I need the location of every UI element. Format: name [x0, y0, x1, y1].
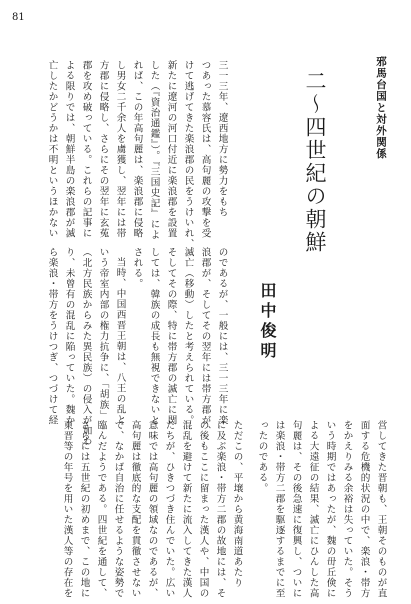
text-column: 郡を攻め破っている。これらの記事に [80, 60, 92, 239]
text-column: の後もここに留まった漢人や、中国の [197, 420, 209, 599]
text-column: 方郡に侵略し、さらにその翌年に玄菟 [97, 60, 109, 239]
text-column: り、未曾有の混乱に陥っていた。魏か [63, 247, 75, 426]
page-number: 81 [12, 12, 25, 23]
text-column: 浪郡が、そしてその翌年には帯方郡が、 [199, 247, 211, 436]
text-column: 営してきた晋朝も、王朝そのものが直 [375, 420, 387, 599]
text-column: のであるが、一般には、三一三年に楽 [216, 247, 228, 426]
text-column: 東晋等の年号を用いた漢人等の存在を [61, 420, 73, 599]
text-column: 当時、中国西晋王朝は、八王の乱と [114, 257, 126, 425]
text-column: 亡したかどうかは不明というほかない [46, 60, 58, 239]
text-column: 臨んだようである。四世紀を通して、 [95, 420, 107, 599]
text-column: 面する危機的状況の中で、楽浪・帯方 [358, 420, 370, 599]
text-column: ら楽浪・帯方をうけつぎ、つづけて経 [46, 247, 58, 426]
text-column: に及ぶ楽浪・帯方二郡の故地には、そ [214, 420, 226, 599]
text-column: 高句麗は徹底的な支配を貫徹させない [129, 420, 141, 599]
text-column: ただこの、平壌から黄海南道あたり [231, 420, 243, 588]
text-column: よる限りでは、朝鮮半島の楽浪郡が滅 [63, 60, 75, 239]
running-header: 邪馬台国と対外関係 [375, 56, 387, 160]
text-column: よる大遠征の結果、滅亡にひんした高 [307, 420, 319, 599]
text-column: ったのである。 [256, 420, 268, 494]
text-column: しては、韓族の成長も無視できないと [148, 247, 160, 426]
text-column: いう時期ではあったが、魏の毌丘倹に [324, 420, 336, 599]
text-column: つあった慕容氏は、高句麗の攻撃を受 [199, 60, 211, 239]
text-column: （北方民族からみた異民族）の侵入が加わ [80, 247, 92, 447]
text-column: 混乱を避けて新たに流入してきた漢人 [180, 420, 192, 599]
text-column: される。 [131, 247, 143, 289]
author-name: 田中俊明 [258, 282, 277, 362]
text-column: れば、この年高句麗は、楽浪郡に侵略 [131, 60, 143, 239]
text-column: たちが、ひきつづき住んでいた。広い [163, 420, 175, 599]
text-column: し男女二千余人を虜獲し、翌年には帯 [114, 60, 126, 239]
text-column: で、なかば自治に任せるような姿勢で [112, 420, 124, 599]
text-column: さらには五世紀の初めまで、この地に [78, 420, 90, 599]
text-column: をかえりみる余裕は失っていた。そう [341, 420, 353, 599]
text-column: 新たに遼河の河口付近に楽浪郡を設置 [165, 60, 177, 239]
text-column: そしてその際、特に帯方郡の滅亡に関 [165, 247, 177, 426]
article-title: 二〜四世紀の朝鮮 [303, 70, 327, 254]
text-column: した（『資治通鑑』）。『三国史記』によ [148, 60, 160, 241]
text-column: いう帝室内部の権力抗争に、「胡族」 [97, 247, 109, 421]
text-column: けて逃げてきた楽浪郡の民をうけいれ、 [182, 60, 194, 249]
text-column: は楽浪・帯方二郡を駆逐するまでに至 [273, 420, 285, 599]
text-column: 滅亡（移動）したと考えられている。 [182, 247, 194, 426]
text-column: 三一三年、遼西地方に勢力をもち [216, 60, 228, 218]
text-column: 句麗は、その後急速に復興し、ついに [290, 420, 302, 599]
text-column: 意味では高句麗の領域なのであるが、 [146, 420, 158, 599]
